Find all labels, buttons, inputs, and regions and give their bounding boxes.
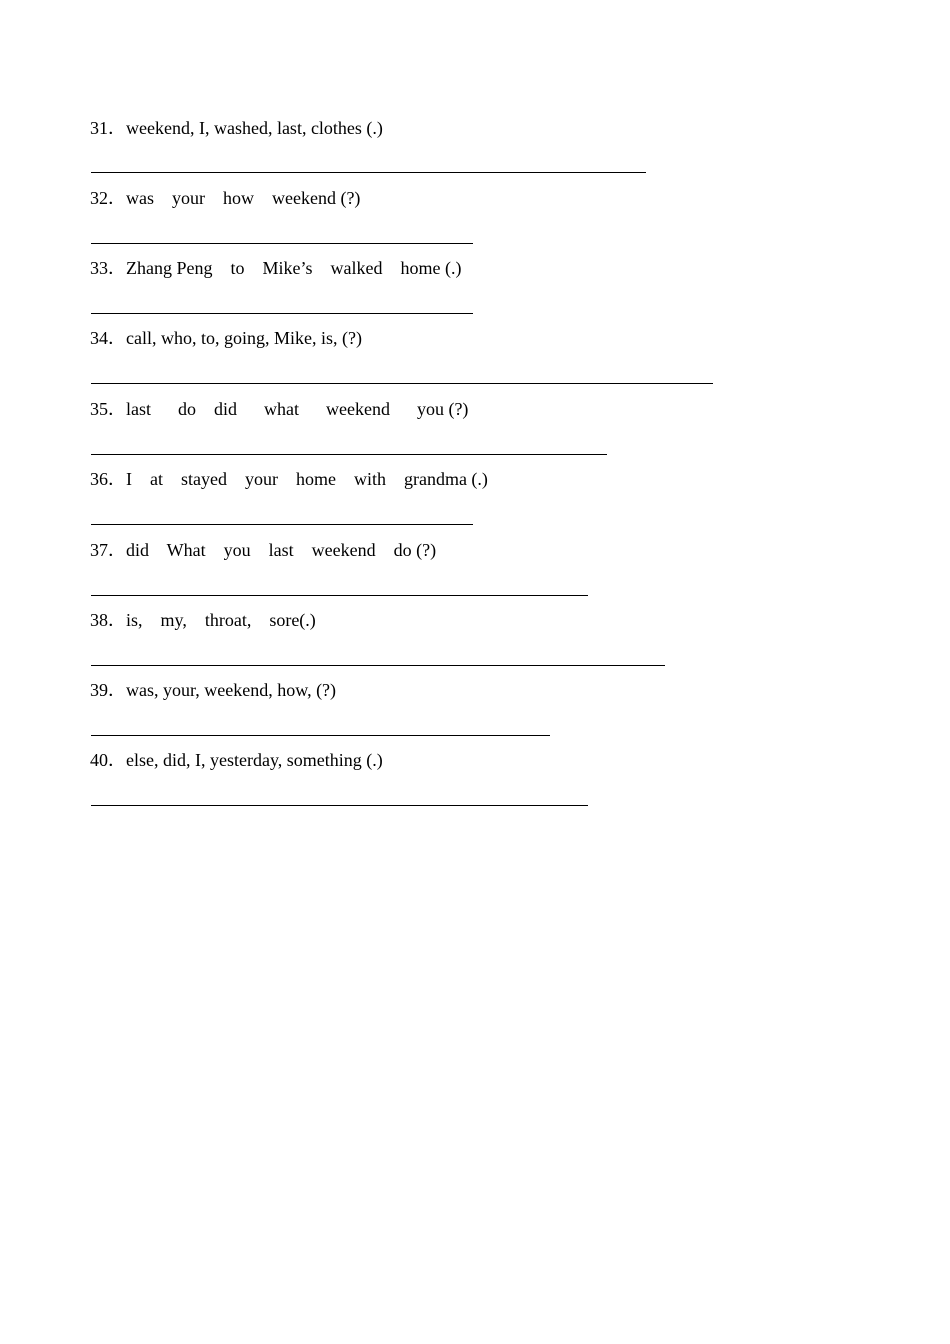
question-number: 40．: [90, 750, 126, 770]
answer-line-38[interactable]: [91, 665, 665, 666]
answer-line-36[interactable]: [91, 524, 473, 525]
question-36: [90, 468, 488, 490]
answer-line-33[interactable]: [91, 313, 473, 314]
answer-line-37[interactable]: [91, 595, 588, 596]
answer-line-31[interactable]: [91, 172, 646, 173]
question-number: 31．: [90, 118, 126, 138]
question-33: [90, 257, 461, 279]
question-words: last do did what weekend you (?): [126, 399, 469, 419]
question-words: Zhang Peng to Mike’s walked home (.): [126, 258, 462, 278]
question-number: 32．: [90, 188, 126, 208]
question-number: 38．: [90, 610, 126, 630]
question-words: else, did, I, yesterday, something (.): [126, 750, 383, 770]
question-number: 35．: [90, 399, 126, 419]
question-40: [90, 749, 383, 771]
question-number: 33．: [90, 258, 126, 278]
question-34: [90, 327, 362, 349]
question-38: [90, 609, 316, 631]
question-32: [90, 187, 360, 209]
question-35: [90, 398, 468, 420]
question-words: I at stayed your home with grandma (.): [126, 469, 488, 489]
question-words: call, who, to, going, Mike, is, (?): [126, 328, 362, 348]
question-words: is, my, throat, sore(.): [126, 610, 316, 630]
question-number: 37．: [90, 540, 126, 560]
answer-line-35[interactable]: [91, 454, 607, 455]
question-number: 39．: [90, 680, 126, 700]
answer-line-34[interactable]: [91, 383, 713, 384]
question-37: [90, 539, 436, 561]
question-words: was your how weekend (?): [126, 188, 361, 208]
answer-line-40[interactable]: [91, 805, 588, 806]
answer-line-39[interactable]: [91, 735, 550, 736]
question-31: [90, 117, 383, 139]
question-words: was, your, weekend, how, (?): [126, 680, 337, 700]
question-number: 36．: [90, 469, 126, 489]
question-words: did What you last weekend do (?): [126, 540, 437, 560]
question-39: [90, 679, 336, 701]
question-number: 34．: [90, 328, 126, 348]
answer-line-32[interactable]: [91, 243, 473, 244]
question-words: weekend, I, washed, last, clothes (.): [126, 118, 383, 138]
